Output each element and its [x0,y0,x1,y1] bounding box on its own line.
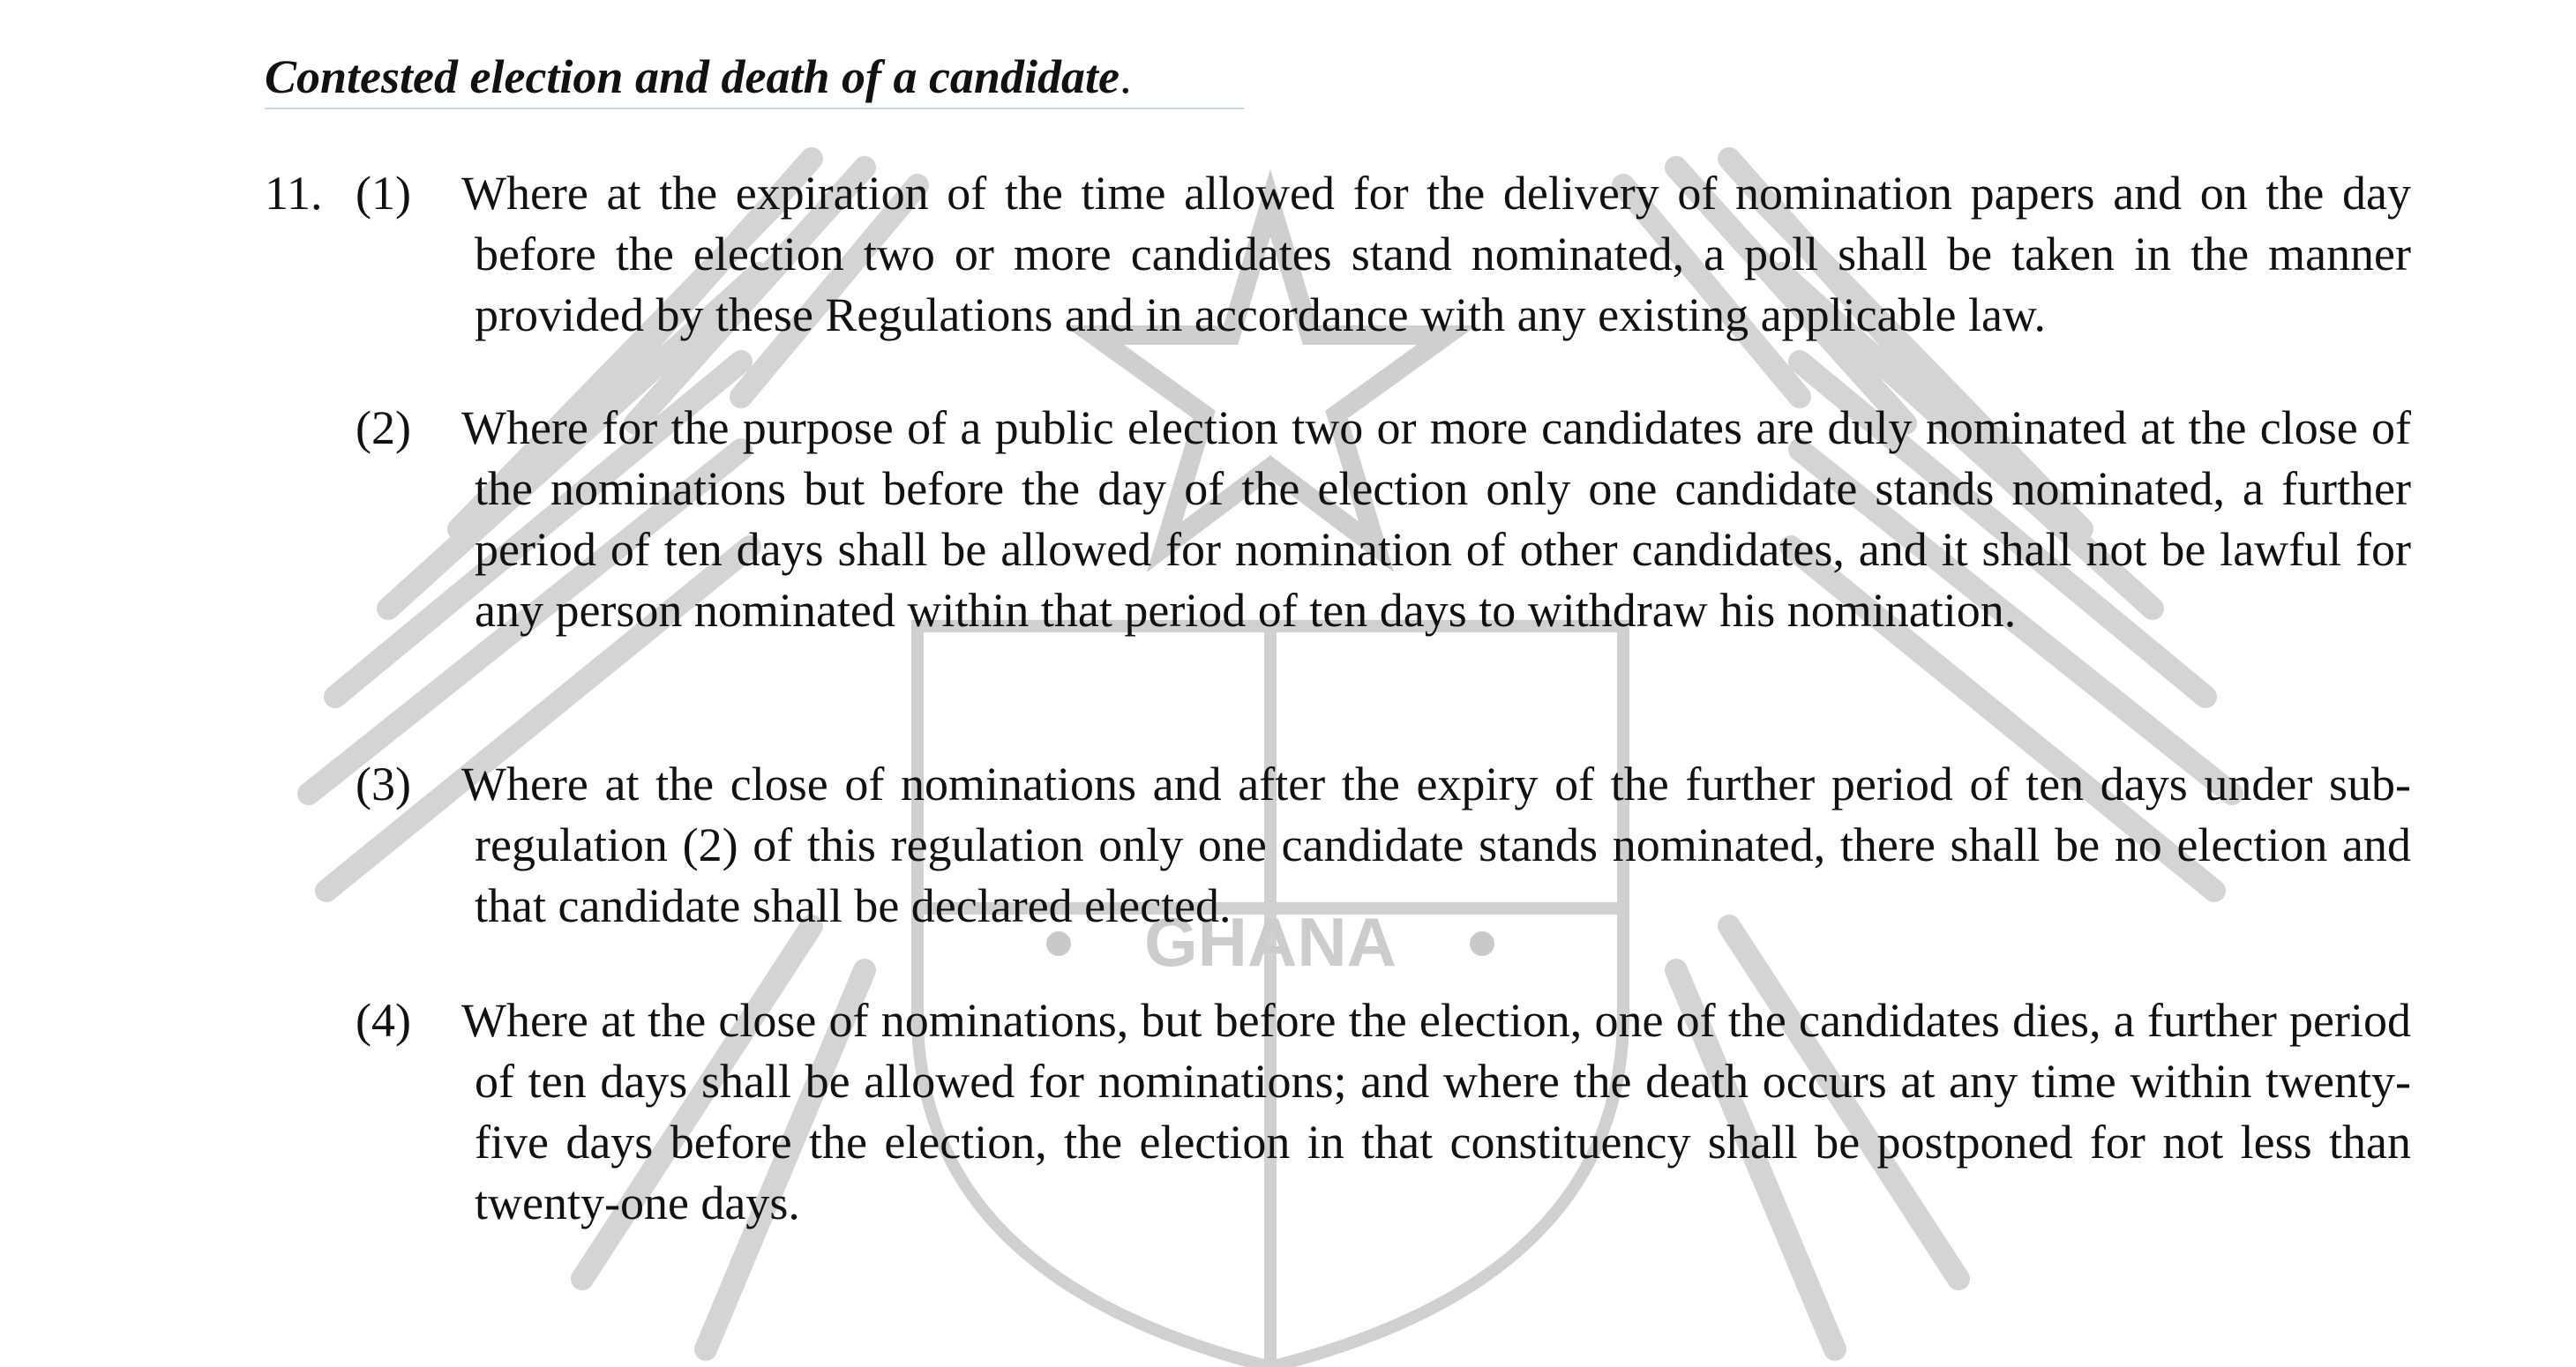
subsection-number-4: (4) [356,994,411,1047]
subsection-number-2: (2) [356,401,411,454]
subsection-text-2: Where for the purpose of a public election two or more candidates are duly nominated at the close of the nominations but before the day of the election only one candidate stands nominated, a further period of ten days shall be allowed for nomination of other candidates, and it shall not be lawful for any person nominated within that period of ten days to withdraw his nomination. [461,401,2411,637]
subsection-number-1: (1) [356,167,411,220]
subsection-text-3: Where at the close of nominations and after the expiry of the further period of ten days under sub-regulation (2) of this regulation only one candidate stands nominated, there shall be no election and that candidate shall be declared elected. [461,758,2411,932]
subsection-text-1: Where at the expiration of the time allowed for the delivery of nomination papers and on the day before the election two or more candidates stand nominated, a poll shall be taken in the manner provided by these Regulations and in accordance with any existing applicable law. [461,167,2411,341]
watermark-label: GHANA [1144,903,1397,981]
subsection-text-4: Where at the close of nominations, but before the election, one of the candidates dies, a further period of ten days shall be allowed for nominations; and where the death occurs at any time within twenty-five days before the election, the election in that constituency shall be postponed for not less than twenty-one days. [461,994,2411,1229]
subsection-number-3: (3) [356,758,411,810]
heading-underline [265,108,1244,109]
section-number: 11. [265,167,323,220]
section-heading: Contested election and death of a candidate. [265,50,1132,103]
